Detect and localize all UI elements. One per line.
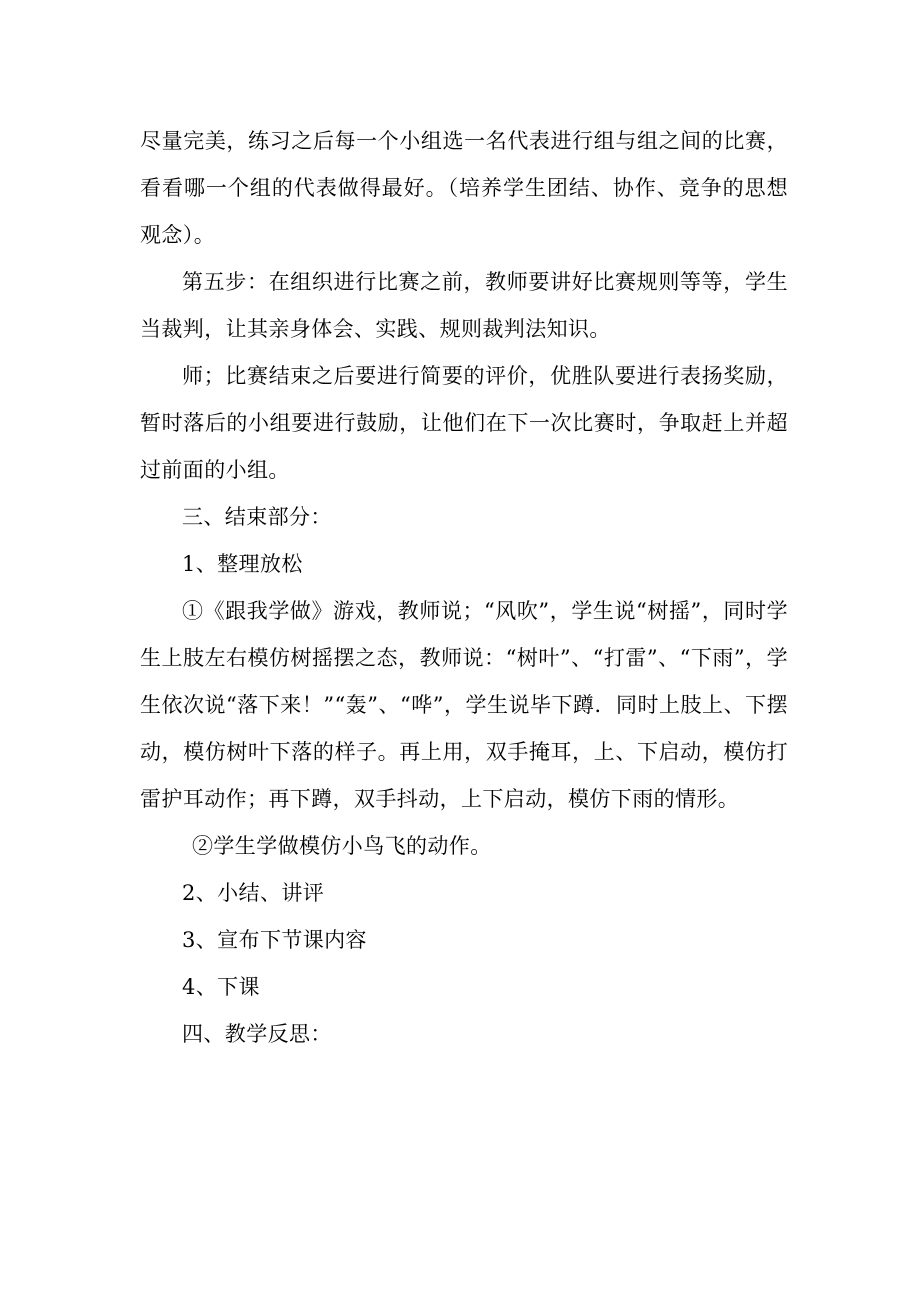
paragraph-game: ①《跟我学做》游戏，教师说；“风吹”，学生说“树摇”，同时学生上肢左右模仿树摇摆之态，教师说：“树叶”、“打雷”、“下雨”，学生依次说“落下来！”“轰”、“哗”，学生说毕下蹲．同时上肢上、下摆动，模仿树叶下落的样子。再上用，双手掩耳，上、下启动，模仿打雷护耳动作；再下蹲，双手抖动，上下启动，模仿下雨的情形。 <box>140 599 788 811</box>
section-heading-reflection: 四、教学反思： <box>182 1022 332 1046</box>
item-summary: 2、小结、讲评 <box>182 881 325 905</box>
paragraph-teacher-evaluation: 师；比赛结束之后要进行简要的评价，优胜队要进行表扬奖励，暂时落后的小组要进行鼓励，让他们在下一次比赛时，争取赶上并超过前面的小组。 <box>140 364 788 482</box>
item-dismiss: 4、下课 <box>182 975 260 999</box>
paragraph-continuation: 尽量完美，练习之后每一个小组选一名代表进行组与组之间的比赛，看看哪一个组的代表做得最好。（培养学生团结、协作、竞争的思想观念）。 <box>140 129 788 247</box>
paragraph-step-five: 第五步：在组织进行比赛之前，教师要讲好比赛规则等等，学生当裁判，让其亲身体会、实践、规则裁判法知识。 <box>140 270 788 341</box>
item-relax: 1、整理放松 <box>182 552 303 576</box>
item-next-lesson: 3、宣布下节课内容 <box>182 928 367 952</box>
paragraph-bird-imitation: ②学生学做模仿小鸟飞的动作。 <box>192 834 492 858</box>
section-heading-ending: 三、结束部分： <box>182 505 332 529</box>
document-body <box>140 118 788 1058</box>
